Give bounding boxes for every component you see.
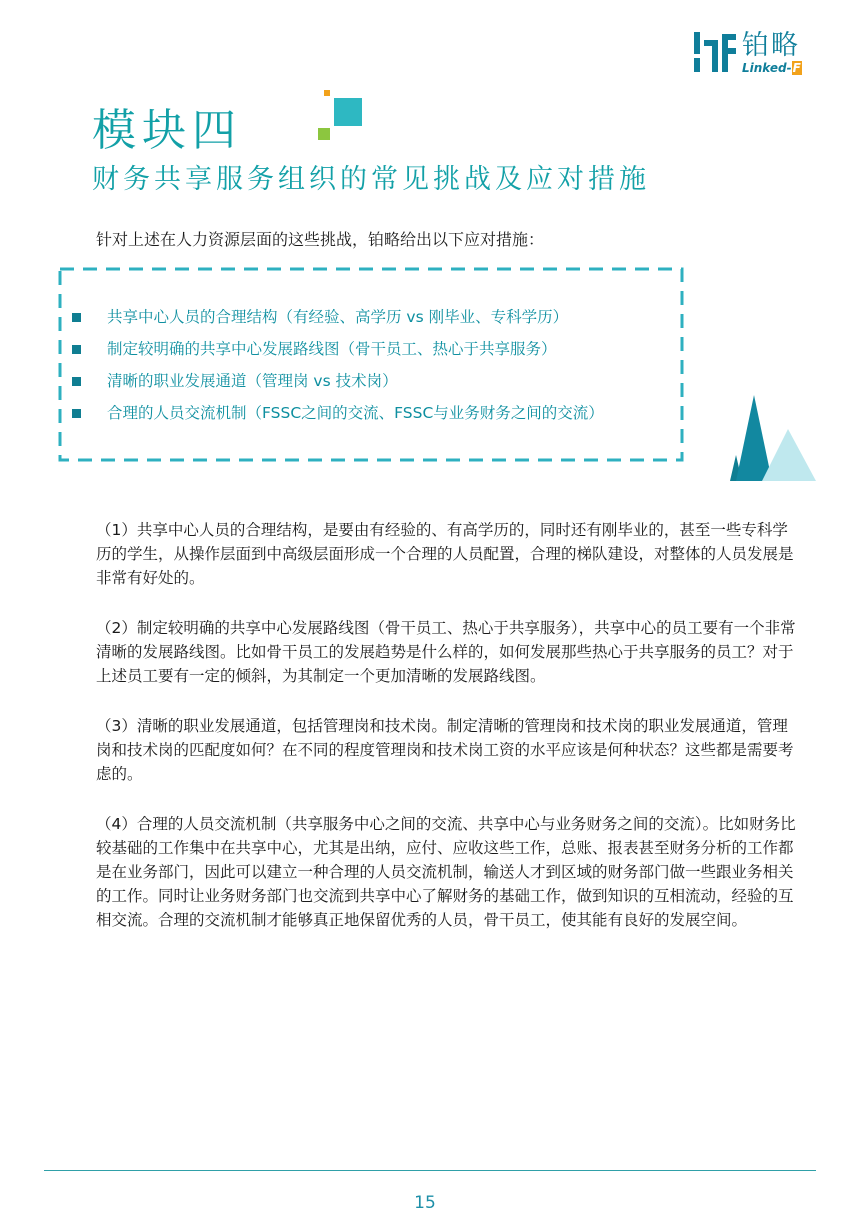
logo-chinese-name: 铂略: [742, 30, 800, 61]
square-bullet-icon: [72, 377, 81, 386]
list-item-text: 共享中心人员的合理结构（有经验、高学历 vs 刚毕业、专科学历）: [107, 308, 569, 326]
list-item-text: 合理的人员交流机制（FSSC之间的交流、FSSC与业务财务之间的交流）: [107, 404, 604, 422]
measures-list: [72, 305, 682, 433]
paragraph: （3）清晰的职业发展通道，包括管理岗和技术岗。制定清晰的管理岗和技术岗的职业发展通道，管理岗和技术岗的匹配度如何？在不同的程度管理岗和技术岗工资的水平应该是何种状态？这些都是需要考虑的。: [96, 717, 794, 783]
square-bullet-icon: [72, 313, 81, 322]
paragraph: （4）合理的人员交流机制（共享服务中心之间的交流、共享中心与业务财务之间的交流）。比如财务比较基础的工作集中在共享中心，尤其是出纳，应付、应收这些工作，总账、报表甚至财务分析的工作都是在业务部门，因此可以建立一种合理的人员交流机制，输送人才到区域的财务部门做一些跟业务相关的工作。同时让业务财务部门也交流到共享中心了解财务的基础工作，做到知识的互相流动，经验的互相交流。合理的交流机制才能够真正地保留优秀的人员，骨干员工，使其能有良好的发展空间。: [96, 815, 796, 929]
list-item: [72, 401, 682, 433]
paragraph: （1）共享中心人员的合理结构，是要由有经验的、有高学历的，同时还有刚毕业的，甚至一些专科学历的学生，从操作层面到中高级层面形成一个合理的人员配置，合理的梯队建设，对整体的人员发展是非常有好处的。: [96, 521, 794, 587]
triangle-mountains-icon: [722, 395, 818, 481]
paragraph: （2）制定较明确的共享中心发展路线图（骨干员工、热心于共享服务），共享中心的员工要有一个非常清晰的发展路线图。比如骨干员工的发展趋势是什么样的，如何发展那些热心于共享服务的员工？对于上述员工要有一定的倾斜，为其制定一个更加清晰的发展路线图。: [96, 619, 796, 685]
square-bullet-icon: [72, 409, 81, 418]
module-title: 模块四: [92, 105, 242, 156]
body-paragraphs: [96, 518, 796, 958]
list-item: [72, 305, 682, 337]
list-item-text: 制定较明确的共享中心发展路线图（骨干员工、热心于共享服务）: [107, 340, 557, 358]
list-item: [72, 369, 682, 401]
list-item: [72, 337, 682, 369]
list-item-text: 清晰的职业发展通道（管理岗 vs 技术岗）: [107, 372, 398, 390]
brand-logo: [694, 30, 814, 74]
page-number: 15: [414, 1193, 436, 1213]
logo-mark-icon: [694, 32, 736, 72]
square-bullet-icon: [72, 345, 81, 354]
module-subtitle: 财务共享服务组织的常见挑战及应对措施: [92, 164, 650, 195]
footer-divider: [44, 1170, 816, 1171]
logo-english-name: Linked-F: [742, 61, 801, 75]
decorative-squares-icon: [316, 90, 366, 145]
intro-text: 针对上述在人力资源层面的这些挑战，铂略给出以下应对措施：: [96, 230, 545, 249]
